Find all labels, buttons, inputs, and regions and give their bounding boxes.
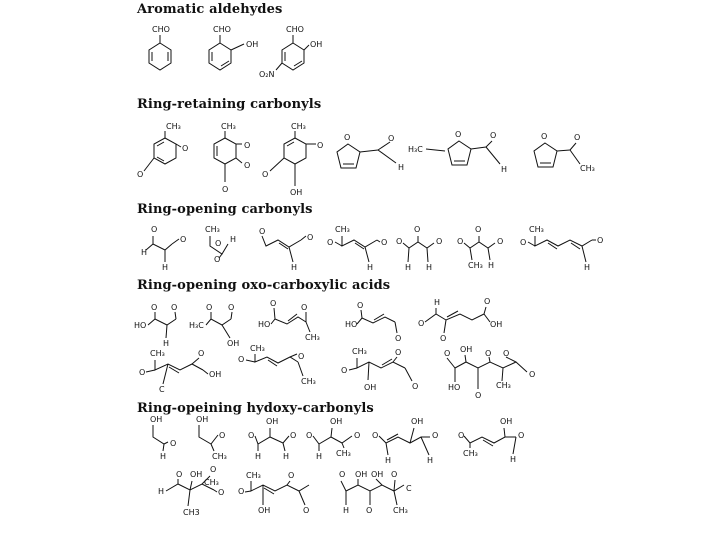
label-oh: OH bbox=[190, 470, 203, 479]
structure-hydroxy-unsaturated-dialdehyde bbox=[372, 417, 438, 465]
section-title-ring-opening-carbonyls: Ring-opening carbonyls bbox=[137, 202, 313, 217]
label-ch3: CH3 bbox=[183, 508, 200, 517]
label-o: O bbox=[176, 470, 183, 479]
label-oh: OH bbox=[196, 415, 209, 424]
label-o: O bbox=[395, 334, 402, 343]
label-o: O bbox=[244, 141, 251, 150]
label-ch3: CH₃ bbox=[250, 344, 265, 353]
label-o: O bbox=[288, 471, 295, 480]
label-oh: OH bbox=[460, 345, 473, 354]
structure-methyl-hydroxy-oxo-acid bbox=[341, 347, 418, 392]
label-oh: OH bbox=[290, 188, 303, 197]
label-oh: OH bbox=[411, 417, 424, 426]
label-o: O bbox=[490, 131, 497, 140]
label-ch3: CH₃ bbox=[468, 261, 483, 270]
label-oh: OH bbox=[310, 40, 323, 49]
structure-hydroxy-keto-aldehyde bbox=[306, 417, 360, 461]
label-h: H bbox=[488, 261, 495, 270]
label-h: H bbox=[426, 263, 433, 272]
label-o: O bbox=[180, 235, 187, 244]
label-o: O bbox=[354, 431, 361, 440]
structure-acetylfuran bbox=[534, 132, 595, 173]
label-ch3: CH₃ bbox=[305, 333, 320, 342]
label-cho: CHO bbox=[286, 25, 304, 34]
label-h: H bbox=[343, 506, 350, 515]
label-h: H bbox=[316, 452, 323, 461]
structure-hydroxy-trioxo-methyl-aldehyde bbox=[339, 470, 412, 515]
label-cho: CHO bbox=[152, 25, 170, 34]
label-h: H bbox=[160, 452, 167, 461]
label-o: O bbox=[238, 487, 245, 496]
label-o: O bbox=[298, 352, 305, 361]
structure-pyruvic-acid bbox=[189, 303, 239, 348]
label-o: O bbox=[388, 134, 395, 143]
label-o: O bbox=[597, 236, 604, 245]
label-h: H bbox=[510, 455, 517, 464]
label-h: H bbox=[385, 456, 392, 465]
label-o: O bbox=[440, 334, 447, 343]
label-o: O bbox=[219, 431, 226, 440]
section-title-aromatic-aldehydes: Aromatic aldehydes bbox=[137, 2, 283, 17]
label-o: O bbox=[395, 348, 402, 357]
label-o: O bbox=[574, 133, 581, 142]
structure-oxo-hexenedioic-acid bbox=[418, 297, 502, 343]
label-h: H bbox=[158, 487, 165, 496]
label-ch3: CH₃ bbox=[150, 349, 165, 358]
label-o: O bbox=[151, 225, 158, 234]
label-o: O bbox=[381, 238, 388, 247]
label-o: O bbox=[529, 370, 536, 379]
label-o: O bbox=[210, 465, 217, 474]
label-o: O bbox=[170, 439, 177, 448]
label-o: O bbox=[412, 382, 419, 391]
structure-methyl-oxo-dienoic-acid bbox=[238, 344, 316, 386]
label-ho: HO bbox=[134, 321, 147, 330]
label-oh: OH bbox=[227, 339, 240, 348]
label-c: C bbox=[159, 385, 165, 394]
structure-methyl-oxo-hexenoic-acid bbox=[139, 349, 221, 394]
structure-methyl-furfural bbox=[408, 130, 507, 174]
label-ch3: CH₃ bbox=[204, 478, 219, 487]
label-oh: OH bbox=[150, 415, 163, 424]
label-o: O bbox=[182, 144, 189, 153]
structure-diketone-ch3 bbox=[457, 225, 503, 270]
label-o: O bbox=[327, 238, 334, 247]
label-ch3: CH₃ bbox=[291, 122, 306, 131]
structure-methyl-unsaturated-dialdehyde bbox=[327, 225, 387, 272]
structure-methylglyoxal bbox=[205, 225, 236, 264]
label-h3c: H₃C bbox=[408, 145, 423, 154]
structure-glyoxylic-acid bbox=[134, 303, 177, 348]
label-o: O bbox=[307, 233, 314, 242]
structure-methyl-benzoquinone bbox=[137, 122, 188, 179]
label-o: O bbox=[248, 431, 255, 440]
label-o: O bbox=[444, 349, 451, 358]
label-o: O bbox=[137, 170, 144, 179]
label-ch3: CH₃ bbox=[336, 449, 351, 458]
label-oh: OH bbox=[258, 506, 271, 515]
structure-hydroxyacetone bbox=[196, 415, 227, 461]
label-o2n: O₂N bbox=[259, 70, 275, 79]
label-o: O bbox=[484, 297, 491, 306]
label-o: O bbox=[436, 237, 443, 246]
structure-furfural bbox=[337, 133, 404, 172]
label-o: O bbox=[228, 303, 235, 312]
label-o: O bbox=[339, 470, 346, 479]
label-oh: OH bbox=[500, 417, 513, 426]
structure-unsaturated-dialdehyde bbox=[259, 227, 313, 272]
label-o: O bbox=[414, 225, 421, 234]
label-o: O bbox=[301, 303, 308, 312]
label-o: O bbox=[497, 237, 504, 246]
label-o: O bbox=[306, 431, 313, 440]
label-o: O bbox=[290, 431, 297, 440]
label-o: O bbox=[520, 238, 527, 247]
label-o: O bbox=[396, 237, 403, 246]
label-h: H bbox=[427, 456, 434, 465]
label-ch3: CH₃ bbox=[529, 225, 544, 234]
section-title-ring-opening-oxo-carboxylic-acids: Ring-opening oxo-carboxylic acids bbox=[137, 278, 391, 293]
label-o: O bbox=[214, 255, 221, 264]
label-h: H bbox=[163, 339, 170, 348]
label-ch3: CH₃ bbox=[301, 377, 316, 386]
label-o: O bbox=[475, 225, 482, 234]
structure-methyl-quinone-triketone bbox=[214, 122, 250, 194]
structure-benzaldehyde bbox=[149, 25, 171, 70]
structure-dioxo-dialdehyde bbox=[396, 225, 442, 272]
structure-glyoxal bbox=[141, 225, 186, 272]
structure-hydroxy-trioxo-acid bbox=[444, 345, 535, 400]
structure-hydroxy-methyl-quinone bbox=[262, 122, 323, 197]
label-h: H bbox=[255, 452, 262, 461]
label-ch3: CH₃ bbox=[352, 347, 367, 356]
structure-methyl-hydroxy-trioxo bbox=[158, 465, 224, 517]
label-o: O bbox=[171, 303, 178, 312]
label-o: O bbox=[303, 506, 310, 515]
label-oh: OH bbox=[490, 320, 503, 329]
label-oh: OH bbox=[209, 370, 222, 379]
label-oh: OH bbox=[246, 40, 259, 49]
label-o: O bbox=[541, 132, 548, 141]
label-o: O bbox=[244, 161, 251, 170]
label-o: O bbox=[262, 170, 269, 179]
label-h: H bbox=[230, 235, 237, 244]
label-cho: CHO bbox=[213, 25, 231, 34]
label-ch3: CH₃ bbox=[246, 471, 261, 480]
label-o: O bbox=[455, 130, 462, 139]
label-oh: OH bbox=[364, 383, 377, 392]
section-title-ring-opening-hydroxy-carbonyls: Ring-opeining hydoxy-carbonyls bbox=[137, 401, 374, 416]
structure-oxo-pentenoic-acid bbox=[345, 301, 401, 343]
label-ho: HO bbox=[448, 383, 461, 392]
structure-nitrosalicylaldehyde bbox=[259, 25, 322, 79]
label-o: O bbox=[485, 349, 492, 358]
label-o: O bbox=[457, 237, 464, 246]
label-o: O bbox=[503, 349, 510, 358]
label-o: O bbox=[366, 506, 373, 515]
structure-oxo-pentenoic-acid-methyl bbox=[258, 299, 320, 342]
structure-glycolaldehyde bbox=[150, 415, 176, 461]
label-ch3: CH₃ bbox=[166, 122, 181, 131]
label-c: C bbox=[406, 484, 412, 493]
label-h: H bbox=[162, 263, 169, 272]
label-h: H bbox=[291, 263, 298, 272]
label-o: O bbox=[222, 185, 229, 194]
label-o: O bbox=[458, 431, 465, 440]
label-h: H bbox=[398, 163, 405, 172]
label-o: O bbox=[218, 488, 225, 497]
label-h: H bbox=[584, 263, 591, 272]
label-ch3: CH₃ bbox=[393, 506, 408, 515]
label-oh: OH bbox=[355, 470, 368, 479]
label-h3c: H₃C bbox=[189, 321, 204, 330]
structure-methyl-dienal bbox=[520, 225, 603, 272]
structure-methyl-hydroxy-oxo-heptenone bbox=[238, 471, 309, 515]
label-o: O bbox=[215, 239, 222, 248]
structure-hydroxy-methyl-enone-aldehyde bbox=[458, 417, 524, 464]
label-o: O bbox=[341, 366, 348, 375]
label-ho: HO bbox=[258, 320, 271, 329]
label-o: O bbox=[475, 391, 482, 400]
label-o: O bbox=[372, 431, 379, 440]
label-h: H bbox=[141, 248, 148, 257]
label-o: O bbox=[259, 227, 266, 236]
structure-hydroxy-dialdehyde bbox=[248, 417, 296, 461]
label-ch3: CH₃ bbox=[580, 164, 595, 173]
label-o: O bbox=[139, 368, 146, 377]
label-h: H bbox=[501, 165, 508, 174]
label-o: O bbox=[418, 319, 425, 328]
label-ho: HO bbox=[345, 320, 358, 329]
label-oh: OH bbox=[330, 417, 343, 426]
label-ch3: CH₃ bbox=[205, 225, 220, 234]
label-o: O bbox=[238, 355, 245, 364]
label-o: O bbox=[206, 303, 213, 312]
label-o: O bbox=[357, 301, 364, 310]
label-oh: OH bbox=[266, 417, 279, 426]
label-o: O bbox=[317, 141, 324, 150]
label-o: O bbox=[198, 349, 205, 358]
label-o: O bbox=[432, 431, 439, 440]
section-title-ring-retaining-carbonyls: Ring-retaining carbonyls bbox=[137, 97, 322, 112]
label-o: O bbox=[270, 299, 277, 308]
structure-salicylaldehyde bbox=[209, 25, 258, 70]
label-h: H bbox=[405, 263, 412, 272]
label-oh: OH bbox=[371, 470, 384, 479]
label-ch3: CH₃ bbox=[221, 122, 236, 131]
label-o: O bbox=[151, 303, 158, 312]
label-ch3: CH₃ bbox=[496, 381, 511, 390]
label-o: O bbox=[391, 470, 398, 479]
label-o: O bbox=[518, 431, 525, 440]
label-h: H bbox=[283, 452, 290, 461]
label-ch3: CH₃ bbox=[335, 225, 350, 234]
label-h: H bbox=[434, 298, 441, 307]
label-h: H bbox=[367, 263, 374, 272]
label-ch3: CH₃ bbox=[463, 449, 478, 458]
label-o: O bbox=[344, 133, 351, 142]
label-ch3: CH₃ bbox=[212, 452, 227, 461]
